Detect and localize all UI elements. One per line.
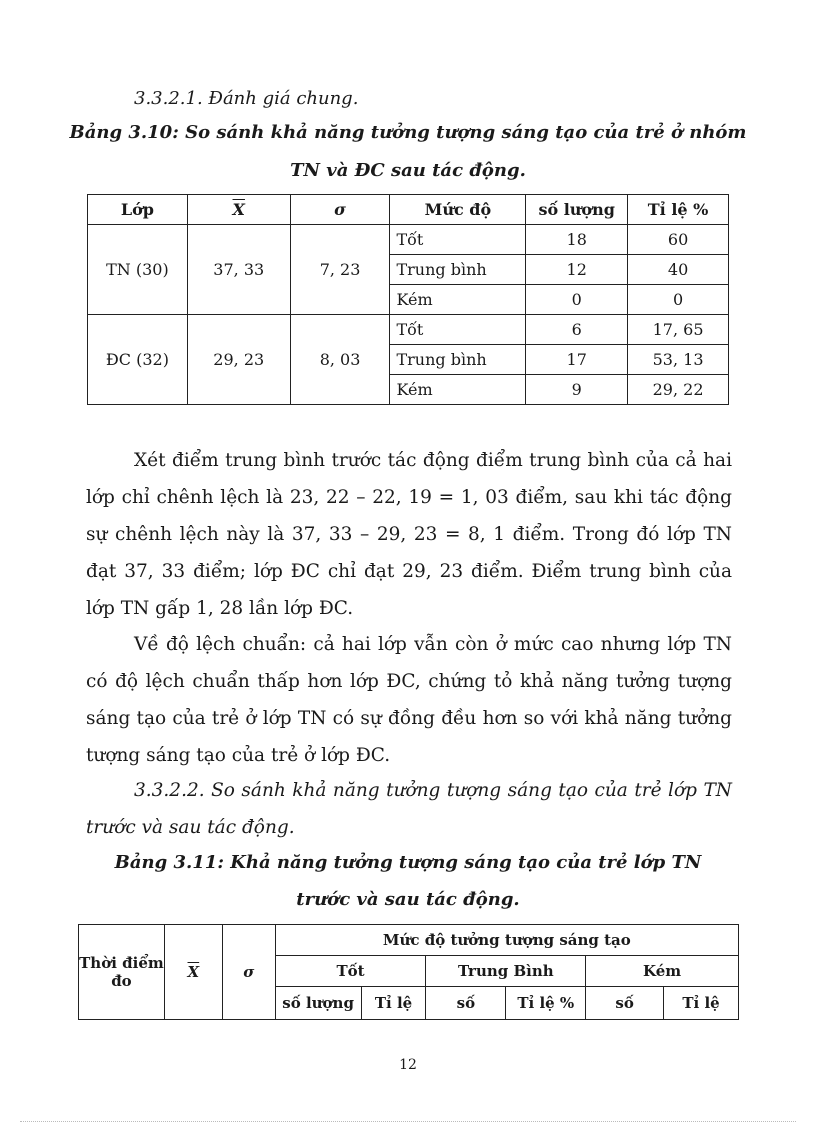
- table1-cell-tile: 60: [628, 225, 729, 255]
- paragraph-mean-comparison: [86, 442, 732, 627]
- page-bottom-divider: [20, 1121, 796, 1122]
- table2-header-mucdo: Mức độ tưởng tượng sáng tạo: [275, 925, 738, 956]
- section-heading-3-3-2-1: 3.3.2.1. Đánh giá chung.: [134, 88, 359, 109]
- table2-header-tb-tl: Tỉ lệ %: [506, 987, 586, 1020]
- page-number: 12: [399, 1057, 417, 1073]
- table2-header-kem-tl: Tỉ lệ: [664, 987, 739, 1020]
- table1-header-x: $\overline{X}$: [187, 195, 290, 225]
- table2-header-thoidiem: Thời điểm đo: [79, 925, 165, 1020]
- table1-cell-soluong: 6: [526, 315, 628, 345]
- table1-cell-mucdo: Tốt: [390, 225, 526, 255]
- table2-caption-line2: trước và sau tác động.: [296, 889, 520, 910]
- table-3-10: [87, 194, 729, 405]
- table2-header-x: $\overline{X}$: [164, 925, 222, 1020]
- table2-header-tot-tl: Tỉ lệ: [361, 987, 426, 1020]
- table2-header-kem: Kém: [586, 956, 739, 987]
- table1-cell-tile: 53, 13: [628, 345, 729, 375]
- table1-cell-lop: ĐC (32): [88, 315, 188, 405]
- table1-cell-lop: TN (30): [88, 225, 188, 315]
- section-heading-3-3-2-2: [86, 772, 732, 846]
- table2-header-sigma: σ: [222, 925, 275, 1020]
- table-row: [88, 225, 729, 255]
- table-row: [88, 315, 729, 345]
- table1-header-sigma: σ: [290, 195, 390, 225]
- table-3-11: [78, 924, 739, 1020]
- section-heading-text: 3.3.2.2. So sánh khả năng tưởng tượng sáng tạo của trẻ lớp TN trước và sau tác động.: [86, 780, 732, 838]
- paragraph-text: Xét điểm trung bình trước tác động điểm trung bình của cả hai lớp chỉ chênh lệch là 23, 22 – 22, 19 = 1, 03 điểm, sau khi tác động sự chênh lệch này là 37, 33 – 29, 23 = 8, 1 điểm. Trong đó lớp TN đạt 37, 33 điểm; lớp ĐC chỉ đạt 29, 23 điểm. Điểm trung bình của lớp TN gấp 1, 28 lần lớp ĐC.: [86, 450, 732, 619]
- table1-cell-tile: 17, 65: [628, 315, 729, 345]
- table2-header-tb: Trung Bình: [426, 956, 586, 987]
- table2-header-tb-sl: số: [426, 987, 506, 1020]
- table1-cell-sigma: 7, 23: [290, 225, 390, 315]
- table2-caption-line1: Bảng 3.11: Khả năng tưởng tượng sáng tạo của trẻ lớp TN: [114, 852, 702, 873]
- table1-cell-soluong: 9: [526, 375, 628, 405]
- table1-header-row: [88, 195, 729, 225]
- table2-header-row-1: [79, 925, 739, 956]
- table2-header-kem-sl: số: [586, 987, 664, 1020]
- table1-header-mucdo: Mức độ: [390, 195, 526, 225]
- table1-cell-soluong: 17: [526, 345, 628, 375]
- table2-header-tot: Tốt: [275, 956, 426, 987]
- table2-header-tot-sl: số lượng: [275, 987, 361, 1020]
- table1-cell-mucdo: Kém: [390, 285, 526, 315]
- paragraph-std-deviation: [86, 626, 732, 774]
- table1-header-tile: Tỉ lệ %: [628, 195, 729, 225]
- table1-caption-line1: Bảng 3.10: So sánh khả năng tưởng tượng sáng tạo của trẻ ở nhóm: [69, 122, 747, 143]
- table1-cell-mucdo: Kém: [390, 375, 526, 405]
- table1-cell-soluong: 0: [526, 285, 628, 315]
- table1-cell-mucdo: Tốt: [390, 315, 526, 345]
- table1-cell-mucdo: Trung bình: [390, 255, 526, 285]
- table1-cell-tile: 0: [628, 285, 729, 315]
- table1-cell-sigma: 8, 03: [290, 315, 390, 405]
- paragraph-text: Về độ lệch chuẩn: cả hai lớp vẫn còn ở mức cao nhưng lớp TN có độ lệch chuẩn thấp hơn lớp ĐC, chứng tỏ khả năng tưởng tượng sáng tạo của trẻ ở lớp TN có sự đồng đều hơn so với khả năng tưởng tượng sáng tạo của trẻ ở lớp ĐC.: [86, 634, 732, 766]
- table1-cell-mucdo: Trung bình: [390, 345, 526, 375]
- table1-cell-tile: 40: [628, 255, 729, 285]
- table1-header-soluong: số lượng: [526, 195, 628, 225]
- table1-cell-x: 37, 33: [187, 225, 290, 315]
- table1-cell-soluong: 18: [526, 225, 628, 255]
- table1-cell-x: 29, 23: [187, 315, 290, 405]
- table1-cell-soluong: 12: [526, 255, 628, 285]
- table1-cell-tile: 29, 22: [628, 375, 729, 405]
- table1-header-lop: Lớp: [88, 195, 188, 225]
- table1-caption-line2: TN và ĐC sau tác động.: [290, 160, 526, 181]
